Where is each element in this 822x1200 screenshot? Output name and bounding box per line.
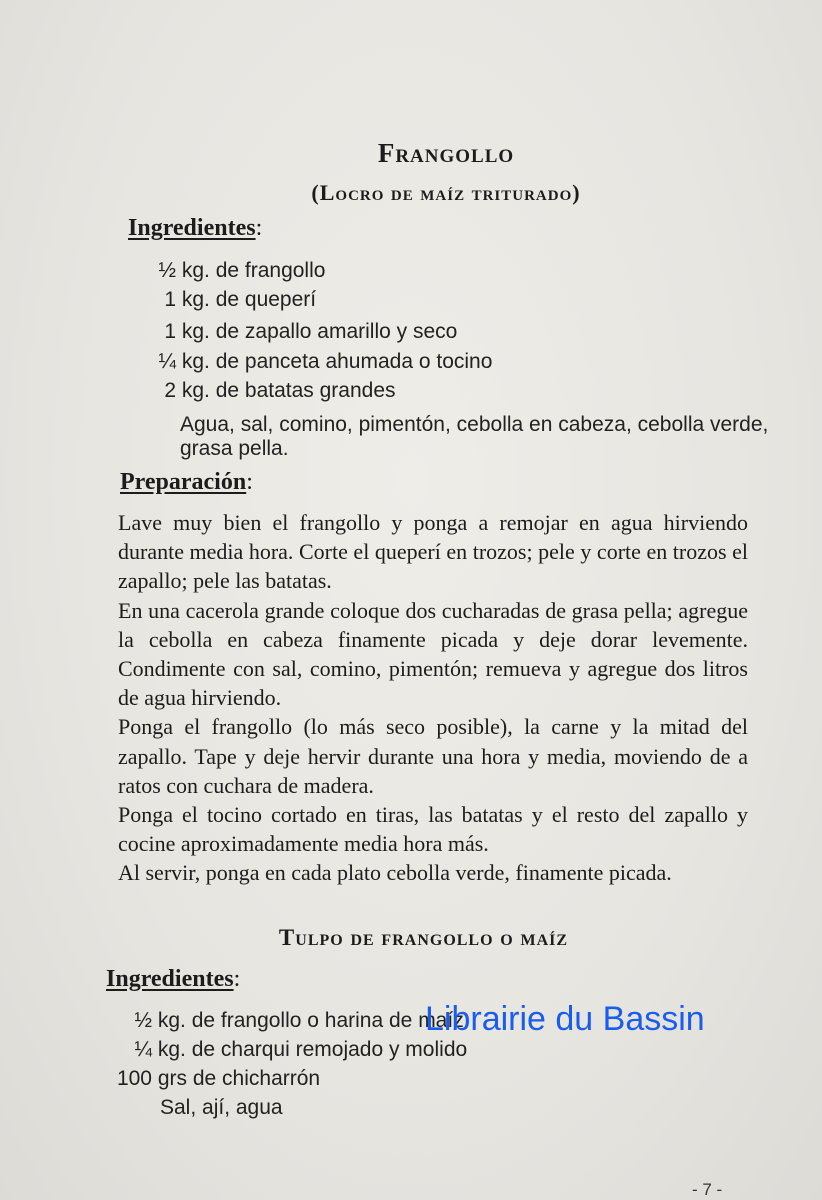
preparation-heading: Preparación: [120,469,253,495]
preparation-paragraph: Ponga el frangollo (lo más seco posible), la carne y la mitad del zapallo. Tape y deje hervir durante una hora y media, moviendo de a ratos con cuchara de madera. [118,714,748,798]
preparation-paragraph: Al servir, ponga en cada plato cebolla verde, finamente picada. [118,860,672,886]
ingredient-item: ¼ kg. de charqui remojado y molido [134,1038,468,1061]
recipe-subtitle: (Locro de maíz triturado) [311,180,581,205]
ingredient-extra-line: grasa pella. [180,437,289,460]
ingredient-item: ½ kg. de frangollo [158,259,326,282]
ingredient-item: ¼ kg. de panceta ahumada o tocino [158,350,493,373]
ingredients-heading: Ingredientes: [128,215,263,241]
watermark-text: Librairie du Bassin [425,1000,705,1038]
ingredient-extra-line: Sal, ají, agua [160,1096,283,1119]
preparation-text [118,508,748,888]
page-number: - 7 - [692,1180,723,1199]
preparation-paragraph: En una cacerola grande coloque dos cucharadas de grasa pella; agregue la cebolla en cabeza finamente picada y deje dorar levemente. Condimente con sal, comino, pimentón; remueva y agregue dos litros de agua hirviendo. [118,597,748,711]
preparation-paragraph: Ponga el tocino cortado en tiras, las batatas y el resto del zapallo y cocine aproximadamente media hora más. [118,802,748,857]
recipe-title: Tulpo de frangollo o maíz [278,925,569,950]
ingredient-item: 100 grs de chicharrón [116,1067,321,1090]
recipe-title: Frangollo [377,138,515,168]
ingredient-item: ½ kg. de frangollo o harina de maíz [134,1009,464,1032]
ingredient-item: 2 kg. de batatas grandes [164,379,396,402]
ingredients-heading: Ingredientes: [106,966,241,992]
ingredient-item: 1 kg. de queperí [164,288,317,311]
ingredient-item: 1 kg. de zapallo amarillo y seco [164,320,458,343]
preparation-paragraph: Lave muy bien el frangollo y ponga a remojar en agua hirviendo durante media hora. Corte el queperí en trozos; pele y corte en trozos el zapallo; pele las batatas. [118,510,748,594]
ingredient-extra-line: Agua, sal, comino, pimentón, cebolla en cabeza, cebolla verde, [180,413,769,436]
